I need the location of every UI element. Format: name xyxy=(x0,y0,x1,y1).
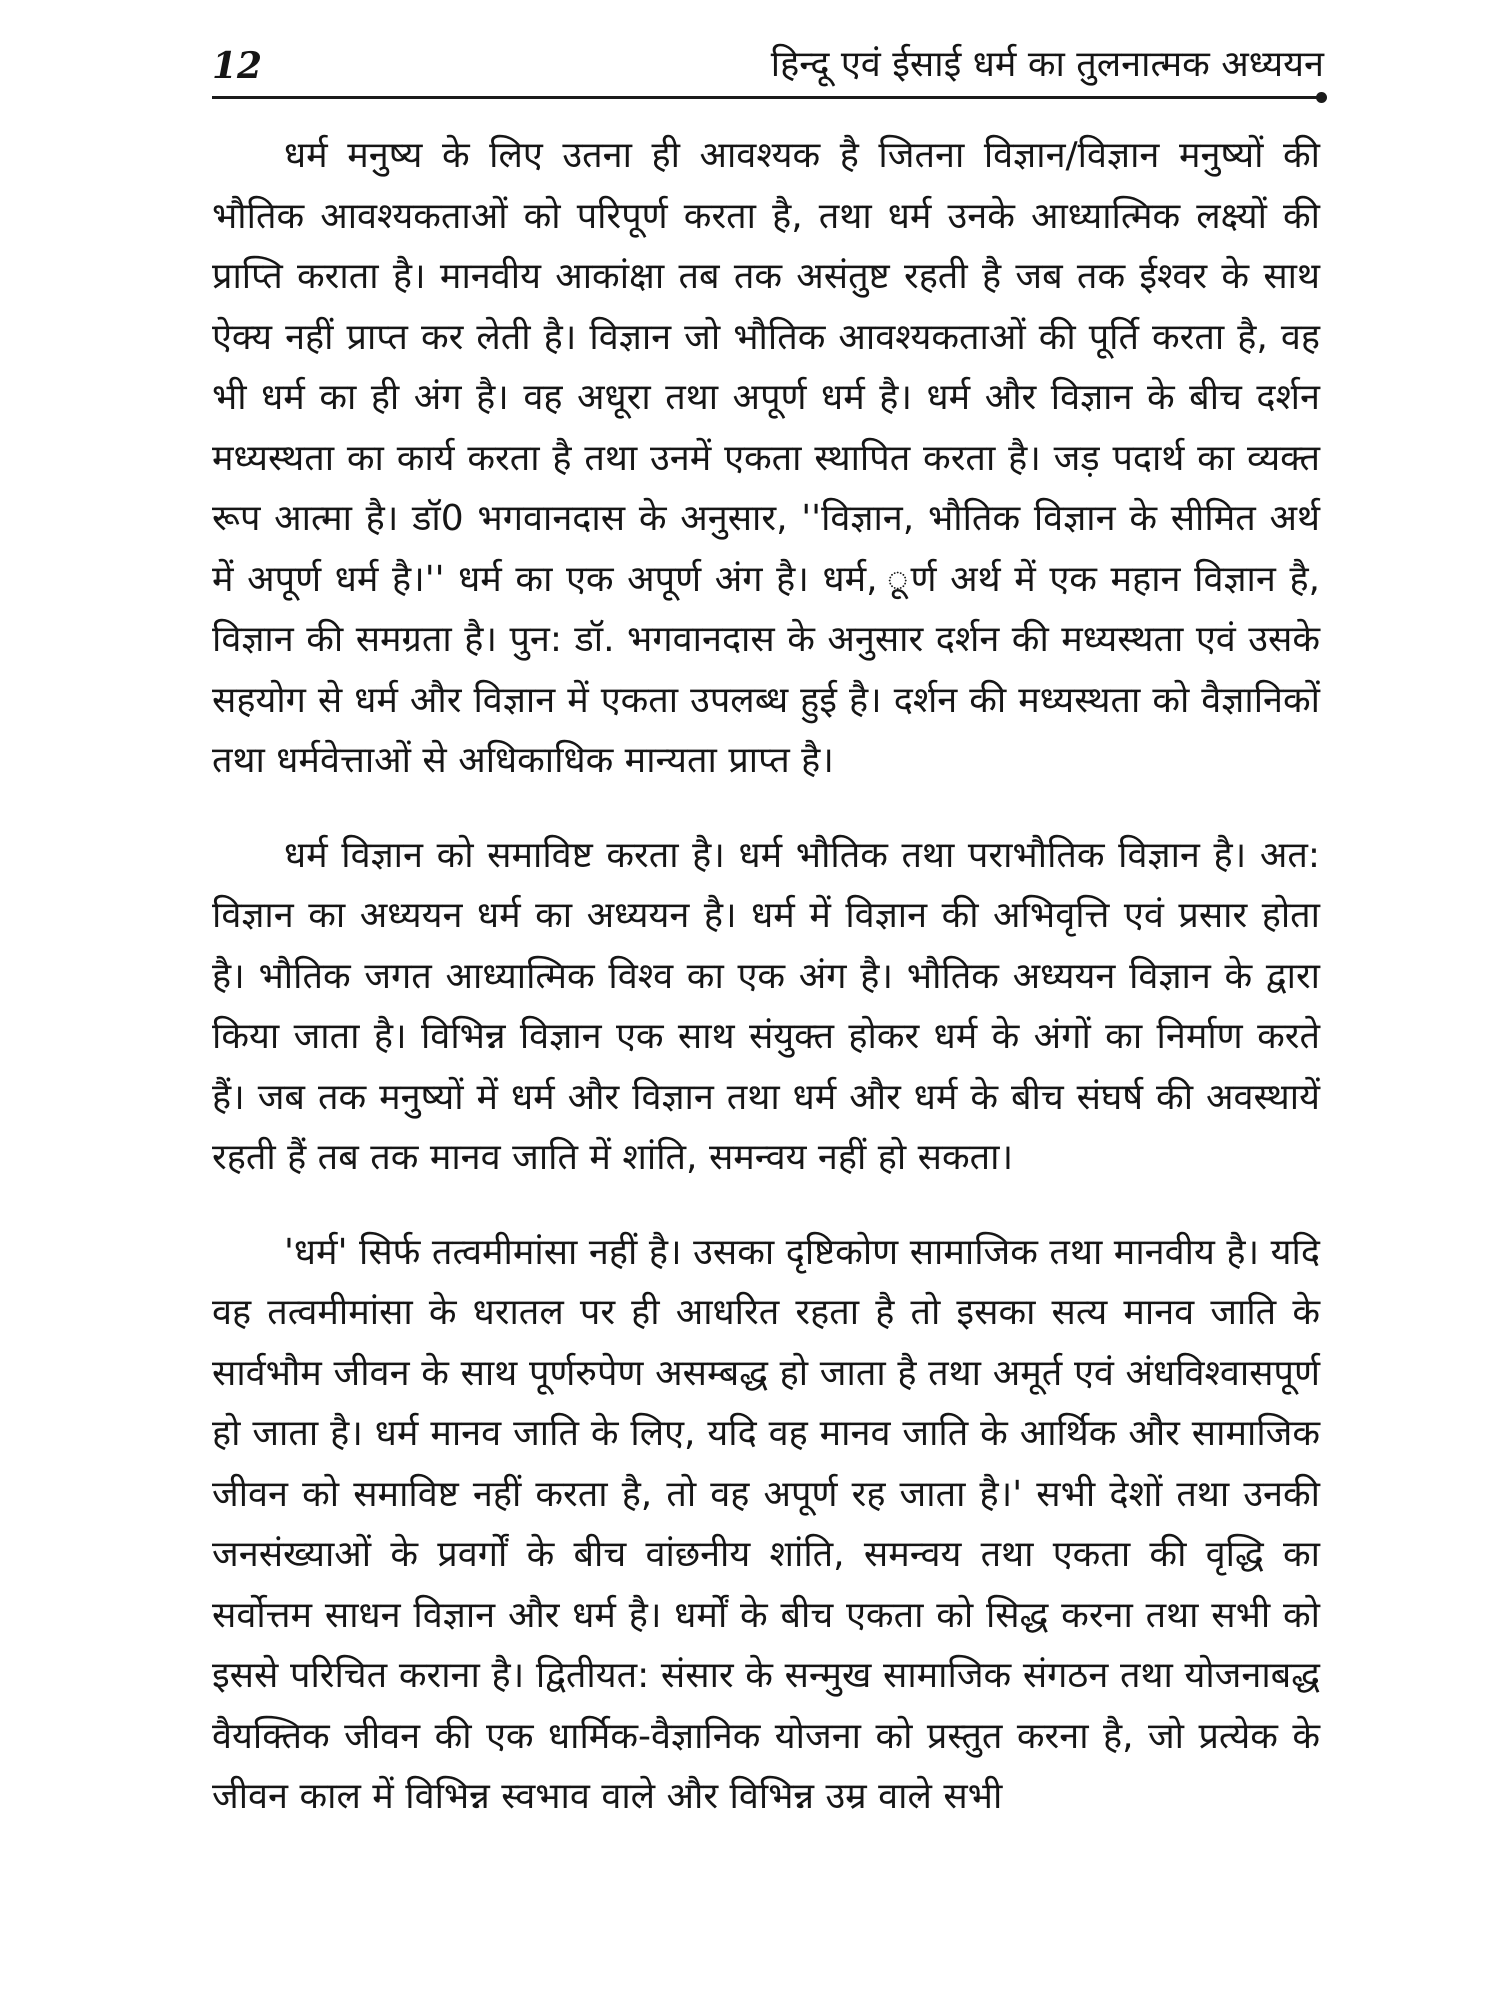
header-rule-dot xyxy=(1316,92,1327,103)
page-number: 12 xyxy=(212,45,263,87)
paragraph-1: धर्म मनुष्य के लिए उतना ही आवश्यक है जितना विज्ञान/विज्ञान मनुष्यों की भौतिक आवश्यकताओं को परिपूर्ण करता है, तथा धर्म उनके आध्यात्मिक लक्ष्यों की प्राप्ति कराता है। मानवीय आकांक्षा तब तक असंतुष्ट रहती है जब तक ईश्वर के साथ ऐक्य नहीं प्राप्त कर लेती है। विज्ञान जो भौतिक आवश्यकताओं की पूर्ति करता है, वह भी धर्म का ही अंग है। वह अधूरा तथा अपूर्ण धर्म है। धर्म और विज्ञान के बीच दर्शन मध्यस्थता का कार्य करता है तथा उनमें एकता स्थापित करता है। जड़ पदार्थ का व्यक्त रूप आत्मा है। डॉ0 भगवानदास के अनुसार, ''विज्ञान, भौतिक विज्ञान के सीमित अर्थ में अपूर्ण धर्म है।'' धर्म का एक अपूर्ण अंग है। धर्म, ूर्ण अर्थ में एक महान विज्ञान है, विज्ञान की समग्रता है। पुन: डॉ. भगवानदास के अनुसार दर्शन की मध्यस्थता एवं उसके सहयोग से धर्म और विज्ञान में एकता उपलब्ध हुई है। दर्शन की मध्यस्थता को वैज्ञानिकों तथा धर्मवेत्ताओं से अधिकाधिक मान्यता प्राप्त है। xyxy=(212,135,1320,781)
body-text xyxy=(212,126,1320,1828)
running-title: हिन्दू एवं ईसाई धर्म का तुलनात्मक अध्ययन xyxy=(770,44,1324,85)
paragraph-3: 'धर्म' सिर्फ तत्वमीमांसा नहीं है। उसका दृष्टिकोण सामाजिक तथा मानवीय है। यदि वह तत्वमीमांसा के धरातल पर ही आधरित रहता है तो इसका सत्य मानव जाति के सार्वभौम जीवन के साथ पूर्णरुपेण असम्बद्ध हो जाता है तथा अमूर्त एवं अंधविश्वासपूर्ण हो जाता है। धर्म मानव जाति के लिए, यदि वह मानव जाति के आर्थिक और सामाजिक जीवन को समाविष्ट नहीं करता है, तो वह अपूर्ण रह जाता है।' सभी देशों तथा उनकी जनसंख्याओं के प्रवर्गों के बीच वांछनीय शांति, समन्वय तथा एकता की वृद्धि का सर्वोत्तम साधन विज्ञान और धर्म है। धर्मों के बीच एकता को सिद्ध करना तथा सभी को इससे परिचित कराना है। द्वितीयत: संसार के सन्मुख सामाजिक संगठन तथा योजनाबद्ध वैयक्तिक जीवन की एक धार्मिक-वैज्ञानिक योजना को प्रस्तुत करना है, जो प्रत्येक के जीवन काल में विभिन्न स्वभाव वाले और विभिन्न उम्र वाले सभी xyxy=(212,1231,1320,1817)
paragraph-2: धर्म विज्ञान को समाविष्ट करता है। धर्म भौतिक तथा पराभौतिक विज्ञान है। अत: विज्ञान का अध्ययन धर्म का अध्ययन है। धर्म में विज्ञान की अभिवृत्ति एवं प्रसार होता है। भौतिक जगत आध्यात्मिक विश्व का एक अंग है। भौतिक अध्ययन विज्ञान के द्वारा किया जाता है। विभिन्न विज्ञान एक साथ संयुक्त होकर धर्म के अंगों का निर्माण करते हैं। जब तक मनुष्यों में धर्म और विज्ञान तथा धर्म और धर्म के बीच संघर्ष की अवस्थायें रहती हैं तब तक मानव जाति में शांति, समन्वय नहीं हो सकता। xyxy=(212,834,1320,1178)
header-rule xyxy=(212,96,1320,99)
page-header xyxy=(212,36,1330,102)
